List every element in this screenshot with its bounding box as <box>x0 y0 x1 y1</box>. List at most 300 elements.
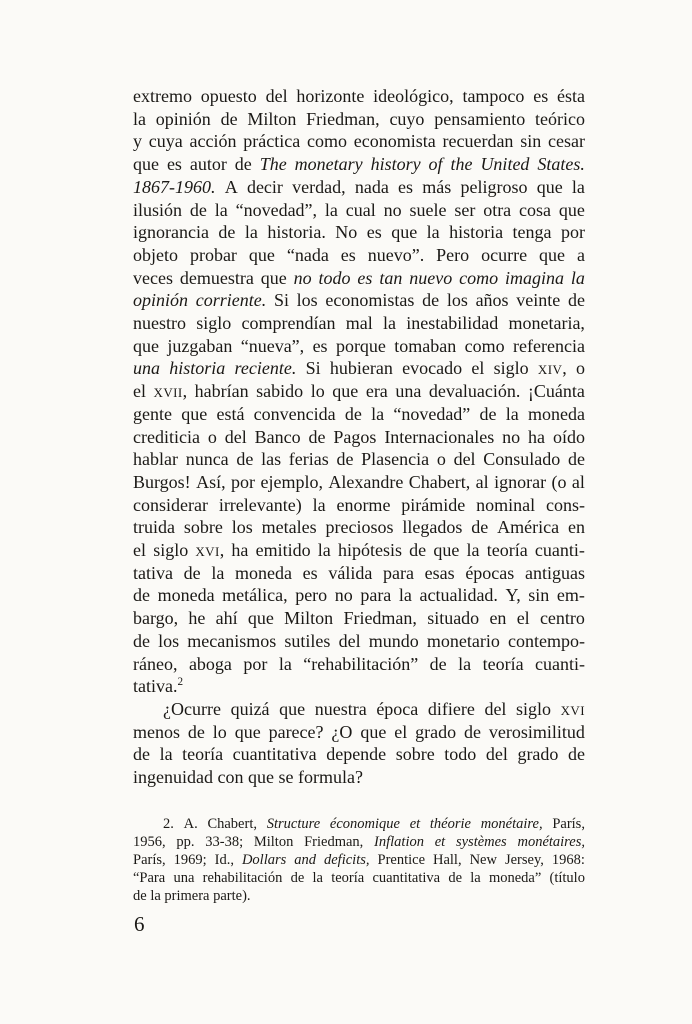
word: Id., <box>214 851 234 868</box>
word: Friedman, <box>343 608 417 629</box>
word: 2. <box>163 816 174 832</box>
word: Friedman, <box>304 833 364 850</box>
word: mecanismos <box>187 630 277 651</box>
word: Si <box>305 358 321 379</box>
word: cons- <box>545 494 585 515</box>
word: es <box>302 562 318 583</box>
word: cuya <box>148 131 183 152</box>
word: que <box>133 335 159 356</box>
word: The <box>259 154 287 175</box>
word: A <box>224 176 238 197</box>
word: o <box>436 449 446 470</box>
word: Prentice <box>377 851 426 868</box>
word: la <box>312 494 326 515</box>
word: es <box>357 267 373 288</box>
word: o <box>207 426 217 447</box>
word: de <box>189 199 207 220</box>
word: una <box>173 869 195 886</box>
word: la <box>571 176 585 197</box>
word: todo <box>318 267 351 288</box>
word: la <box>278 653 292 674</box>
word: para <box>382 562 414 583</box>
word: New <box>469 851 497 868</box>
word: monetario <box>426 630 500 651</box>
text-line <box>133 312 585 335</box>
word: depende <box>326 744 387 765</box>
word: nominal <box>476 494 536 515</box>
text-line <box>133 357 585 380</box>
text-line <box>133 766 585 789</box>
word: preciosos <box>325 517 394 538</box>
word: al <box>571 471 585 492</box>
word: de <box>471 517 489 538</box>
word: los <box>446 290 468 311</box>
word: parte). <box>213 887 251 904</box>
word: teoría <box>331 869 365 886</box>
word: monetaria, <box>508 313 585 334</box>
word: Milton <box>253 833 294 850</box>
word: Jersey, <box>504 851 544 868</box>
word: emitido <box>255 540 311 561</box>
word: de <box>308 426 326 447</box>
word: ha <box>231 540 249 561</box>
word: cuyo <box>389 108 425 129</box>
word: que <box>332 381 359 402</box>
word: la <box>150 887 161 904</box>
word: ignorancia <box>133 222 209 243</box>
word: centro <box>539 608 585 629</box>
word: considerar <box>133 494 208 515</box>
word: verdad, <box>292 176 346 197</box>
word: de <box>133 630 150 651</box>
word: économique <box>329 816 400 832</box>
word: lo <box>212 721 227 742</box>
word: que <box>536 176 563 197</box>
word: que <box>247 767 274 788</box>
word: A. <box>183 816 198 832</box>
text-line <box>133 562 585 585</box>
word: “nueva”, <box>240 335 305 356</box>
word: no <box>502 426 521 447</box>
word: probar <box>189 244 237 265</box>
word: opinión <box>155 108 211 129</box>
word: devaluación. <box>428 381 521 402</box>
word: difiere <box>427 698 475 719</box>
footnote-block <box>133 816 585 906</box>
word: de <box>567 449 585 470</box>
word: Chabert, <box>207 816 257 832</box>
text-line <box>133 852 585 870</box>
word: todo <box>444 744 477 765</box>
word: suele <box>409 199 447 220</box>
word: “Para <box>133 869 166 886</box>
word: de <box>567 290 585 311</box>
word: hablar <box>133 449 178 470</box>
word: tampoco <box>462 86 525 106</box>
word: los <box>296 290 318 311</box>
word: referencia <box>513 335 585 356</box>
word: xvi, <box>195 540 225 561</box>
word: en <box>567 517 585 538</box>
word: París, <box>552 816 585 832</box>
word: parece? <box>268 721 324 742</box>
word: enorme <box>336 494 391 515</box>
word: los <box>158 630 180 651</box>
word: contempo- <box>508 630 585 651</box>
word: en <box>489 608 507 629</box>
word: era <box>365 381 388 402</box>
text-line <box>133 403 585 426</box>
word: tativa <box>133 562 173 583</box>
word: es <box>533 86 549 106</box>
word: la <box>317 540 331 561</box>
word: (o <box>551 471 567 492</box>
word: cuanti- <box>535 653 585 674</box>
word: del <box>265 86 288 106</box>
word: oído <box>552 426 585 447</box>
word: como <box>459 267 499 288</box>
word: nada <box>354 176 389 197</box>
word: una <box>395 381 422 402</box>
word: de <box>463 721 481 742</box>
word: imagina <box>504 267 564 288</box>
word: Structure <box>266 816 321 832</box>
word: la <box>214 199 228 220</box>
text-line <box>133 675 585 698</box>
word: 1867-1960. <box>133 176 216 197</box>
word: no <box>383 199 402 220</box>
word: em- <box>556 585 585 606</box>
word: Así, <box>196 471 226 492</box>
word: metales <box>261 517 317 538</box>
word: Hall, <box>433 851 462 868</box>
word: peligroso <box>460 176 528 197</box>
word: ráneo, <box>133 653 178 674</box>
word: 1956, <box>133 833 166 850</box>
word: juzgaban <box>167 335 233 356</box>
word: de <box>187 721 205 742</box>
word: y <box>133 131 142 152</box>
word: que <box>248 244 275 265</box>
word: veces <box>133 267 173 288</box>
word: es <box>340 244 356 265</box>
word: tenga <box>512 222 552 243</box>
word: and <box>294 851 317 868</box>
word: que <box>260 267 287 288</box>
word: Plasencia <box>361 449 430 470</box>
word: objeto <box>133 244 178 265</box>
word: la <box>244 222 258 243</box>
word: por <box>243 653 268 674</box>
word: Y, <box>505 585 521 606</box>
text-line <box>133 698 585 721</box>
word: mal <box>345 313 373 334</box>
word: habrían <box>194 381 249 402</box>
word: ¿Ocurre <box>163 698 221 719</box>
word: ocurre <box>481 244 528 265</box>
text-line <box>133 870 585 888</box>
text-line <box>133 630 585 653</box>
word: monétaire, <box>480 816 543 832</box>
word: no <box>334 585 353 606</box>
word: ejemplo, <box>260 471 323 492</box>
word: de <box>183 562 201 583</box>
text-line <box>133 743 585 766</box>
word: opuesto <box>200 86 257 106</box>
word: sabido <box>256 381 304 402</box>
text-line <box>133 85 585 108</box>
word: con <box>217 767 244 788</box>
word: tomaban <box>394 335 457 356</box>
word: comprendían <box>241 313 336 334</box>
word: ¿O <box>331 721 353 742</box>
word: recuerdan <box>442 131 514 152</box>
word: Si <box>273 290 289 311</box>
word: cuanti- <box>534 540 585 561</box>
word: que <box>433 540 460 561</box>
word: bargo, <box>133 608 179 629</box>
word: Inflation <box>374 833 424 850</box>
word: sobre <box>395 744 435 765</box>
word: de <box>429 653 447 674</box>
word: historia <box>449 222 504 243</box>
text-line <box>133 267 585 290</box>
word: grado <box>517 744 559 765</box>
word: corriente. <box>195 290 267 311</box>
word: 1968: <box>551 851 585 868</box>
page-number: 6 <box>134 912 145 936</box>
text-line <box>133 494 585 517</box>
word: quizá <box>230 698 270 719</box>
word: nuestro <box>133 313 186 334</box>
word: la <box>470 869 481 886</box>
text-line <box>133 653 585 676</box>
word: xvi <box>560 698 585 719</box>
word: xvii, <box>153 381 188 402</box>
word: economista <box>353 131 436 152</box>
word: de <box>133 585 150 606</box>
text-line <box>133 221 585 244</box>
word: inestabilidad <box>406 313 499 334</box>
word: es <box>366 222 382 243</box>
text-line <box>133 130 585 153</box>
text-line <box>133 816 585 834</box>
word: “novedad”, <box>235 199 318 220</box>
word: del <box>485 744 508 765</box>
word: théorie <box>429 816 471 832</box>
word: veinte <box>516 290 561 311</box>
word: una <box>133 358 160 379</box>
word: sin <box>528 585 550 606</box>
word: teoría <box>482 653 524 674</box>
word: hipótesis <box>337 540 402 561</box>
word: reciente. <box>234 358 297 379</box>
word: del <box>224 426 247 447</box>
text-line <box>133 380 585 403</box>
word: cosa <box>519 199 552 220</box>
word: que <box>181 403 208 424</box>
word: la <box>458 653 472 674</box>
word: épocas <box>465 562 515 583</box>
word: el <box>516 608 530 629</box>
paragraph <box>133 85 585 698</box>
text-line <box>133 539 585 562</box>
word: rehabilitación <box>202 869 283 886</box>
word: No <box>335 222 358 243</box>
word: el <box>133 540 146 561</box>
text-line <box>133 199 585 222</box>
word: es <box>312 335 328 356</box>
word: que <box>234 721 261 742</box>
word: “nada <box>286 244 329 265</box>
word: tativa.$^2$ <box>133 676 184 697</box>
word: antiguas <box>524 562 585 583</box>
word: se <box>278 767 294 788</box>
word: cuantitativa <box>372 869 441 886</box>
word: Chabert, <box>408 471 471 492</box>
word: Dollars <box>241 851 287 868</box>
word: la <box>570 267 585 288</box>
word: crediticia <box>133 426 200 447</box>
word: primera <box>164 887 210 904</box>
word: history <box>370 154 421 175</box>
word: ilusión <box>133 199 183 220</box>
word: ideológico, <box>373 86 454 106</box>
word: la <box>426 222 440 243</box>
word: Milton <box>284 608 334 629</box>
word: evocado <box>402 358 463 379</box>
word: nuevo”. <box>367 244 425 265</box>
word: de <box>236 449 254 470</box>
word: lo <box>310 381 325 402</box>
word: irrelevante) <box>218 494 302 515</box>
word: época <box>376 698 419 719</box>
word: ésta <box>557 86 585 106</box>
word: de <box>220 108 238 129</box>
word: la <box>211 562 225 583</box>
word: menos <box>133 721 180 742</box>
word: States. <box>537 154 585 175</box>
word: nuestra <box>314 698 367 719</box>
text-line <box>133 516 585 539</box>
word: extremo <box>133 86 192 106</box>
word: está <box>216 403 245 424</box>
word: deficits, <box>324 851 370 868</box>
word: ingenuidad <box>133 767 213 788</box>
word: ignorar <box>494 471 547 492</box>
main-text-block <box>133 85 585 789</box>
word: teoría <box>486 540 528 561</box>
word: otra <box>483 199 512 220</box>
word: que <box>539 244 566 265</box>
text-line <box>133 584 585 607</box>
word: como <box>464 335 505 356</box>
word: moneda” <box>488 869 542 886</box>
word: acción <box>189 131 237 152</box>
word: Consulado <box>483 449 561 470</box>
word: convencida <box>253 403 336 424</box>
word: siglo <box>196 313 232 334</box>
paragraph <box>133 698 585 789</box>
word: al <box>475 471 489 492</box>
word: Burgos! <box>133 471 191 492</box>
word: llegados <box>402 517 463 538</box>
word: para <box>360 585 392 606</box>
word: siglo <box>516 698 552 719</box>
word: de <box>133 744 150 765</box>
word: ha <box>528 426 546 447</box>
text-line <box>133 721 585 744</box>
word: la <box>159 744 173 765</box>
text-line <box>133 108 585 131</box>
word: las <box>261 449 282 470</box>
word: la <box>382 313 396 334</box>
word: systèmes <box>455 833 507 850</box>
word: la <box>371 403 385 424</box>
word: práctica <box>243 131 301 152</box>
word: más <box>422 176 452 197</box>
word: que <box>279 698 306 719</box>
word: autor <box>189 154 227 175</box>
word: el <box>133 381 146 402</box>
word: demuestra <box>179 267 254 288</box>
word: mundo <box>368 630 419 651</box>
word: monetary <box>294 154 363 175</box>
text-line <box>133 471 585 494</box>
word: no <box>293 267 312 288</box>
word: pensamiento <box>434 108 526 129</box>
word: gente <box>133 403 172 424</box>
word: Banco <box>254 426 301 447</box>
word: teoría <box>182 744 224 765</box>
word: París, <box>133 851 166 868</box>
text-line <box>133 607 585 630</box>
word: sin <box>520 131 542 152</box>
text-line <box>133 153 585 176</box>
word: pero <box>295 585 328 606</box>
word: metálica, <box>222 585 288 606</box>
word: 1969; <box>173 851 207 868</box>
word: sutiles <box>284 630 331 651</box>
word: Pero <box>436 244 470 265</box>
word: de <box>336 449 354 470</box>
word: que <box>558 199 585 220</box>
word: of <box>428 154 443 175</box>
word: a <box>576 244 585 265</box>
word: et <box>434 833 446 850</box>
word: verosimilitud <box>488 721 585 742</box>
word: Milton <box>247 108 297 129</box>
word: como <box>306 131 347 152</box>
word: la <box>133 108 146 129</box>
word: cual <box>345 199 376 220</box>
word: historia <box>169 358 226 379</box>
word: de <box>218 222 236 243</box>
word: los <box>231 517 253 538</box>
text-line <box>133 426 585 449</box>
word: pirámide <box>401 494 466 515</box>
word: siglo <box>153 540 189 561</box>
word: por <box>560 222 585 243</box>
word: moneda <box>157 585 215 606</box>
word: “rehabilitación” <box>303 653 419 674</box>
word: 33-38; <box>205 833 244 850</box>
word: opinión <box>133 290 189 311</box>
word: moneda <box>235 562 292 583</box>
word: decir <box>246 176 283 197</box>
word: de <box>479 403 497 424</box>
word: Pagos <box>333 426 377 447</box>
